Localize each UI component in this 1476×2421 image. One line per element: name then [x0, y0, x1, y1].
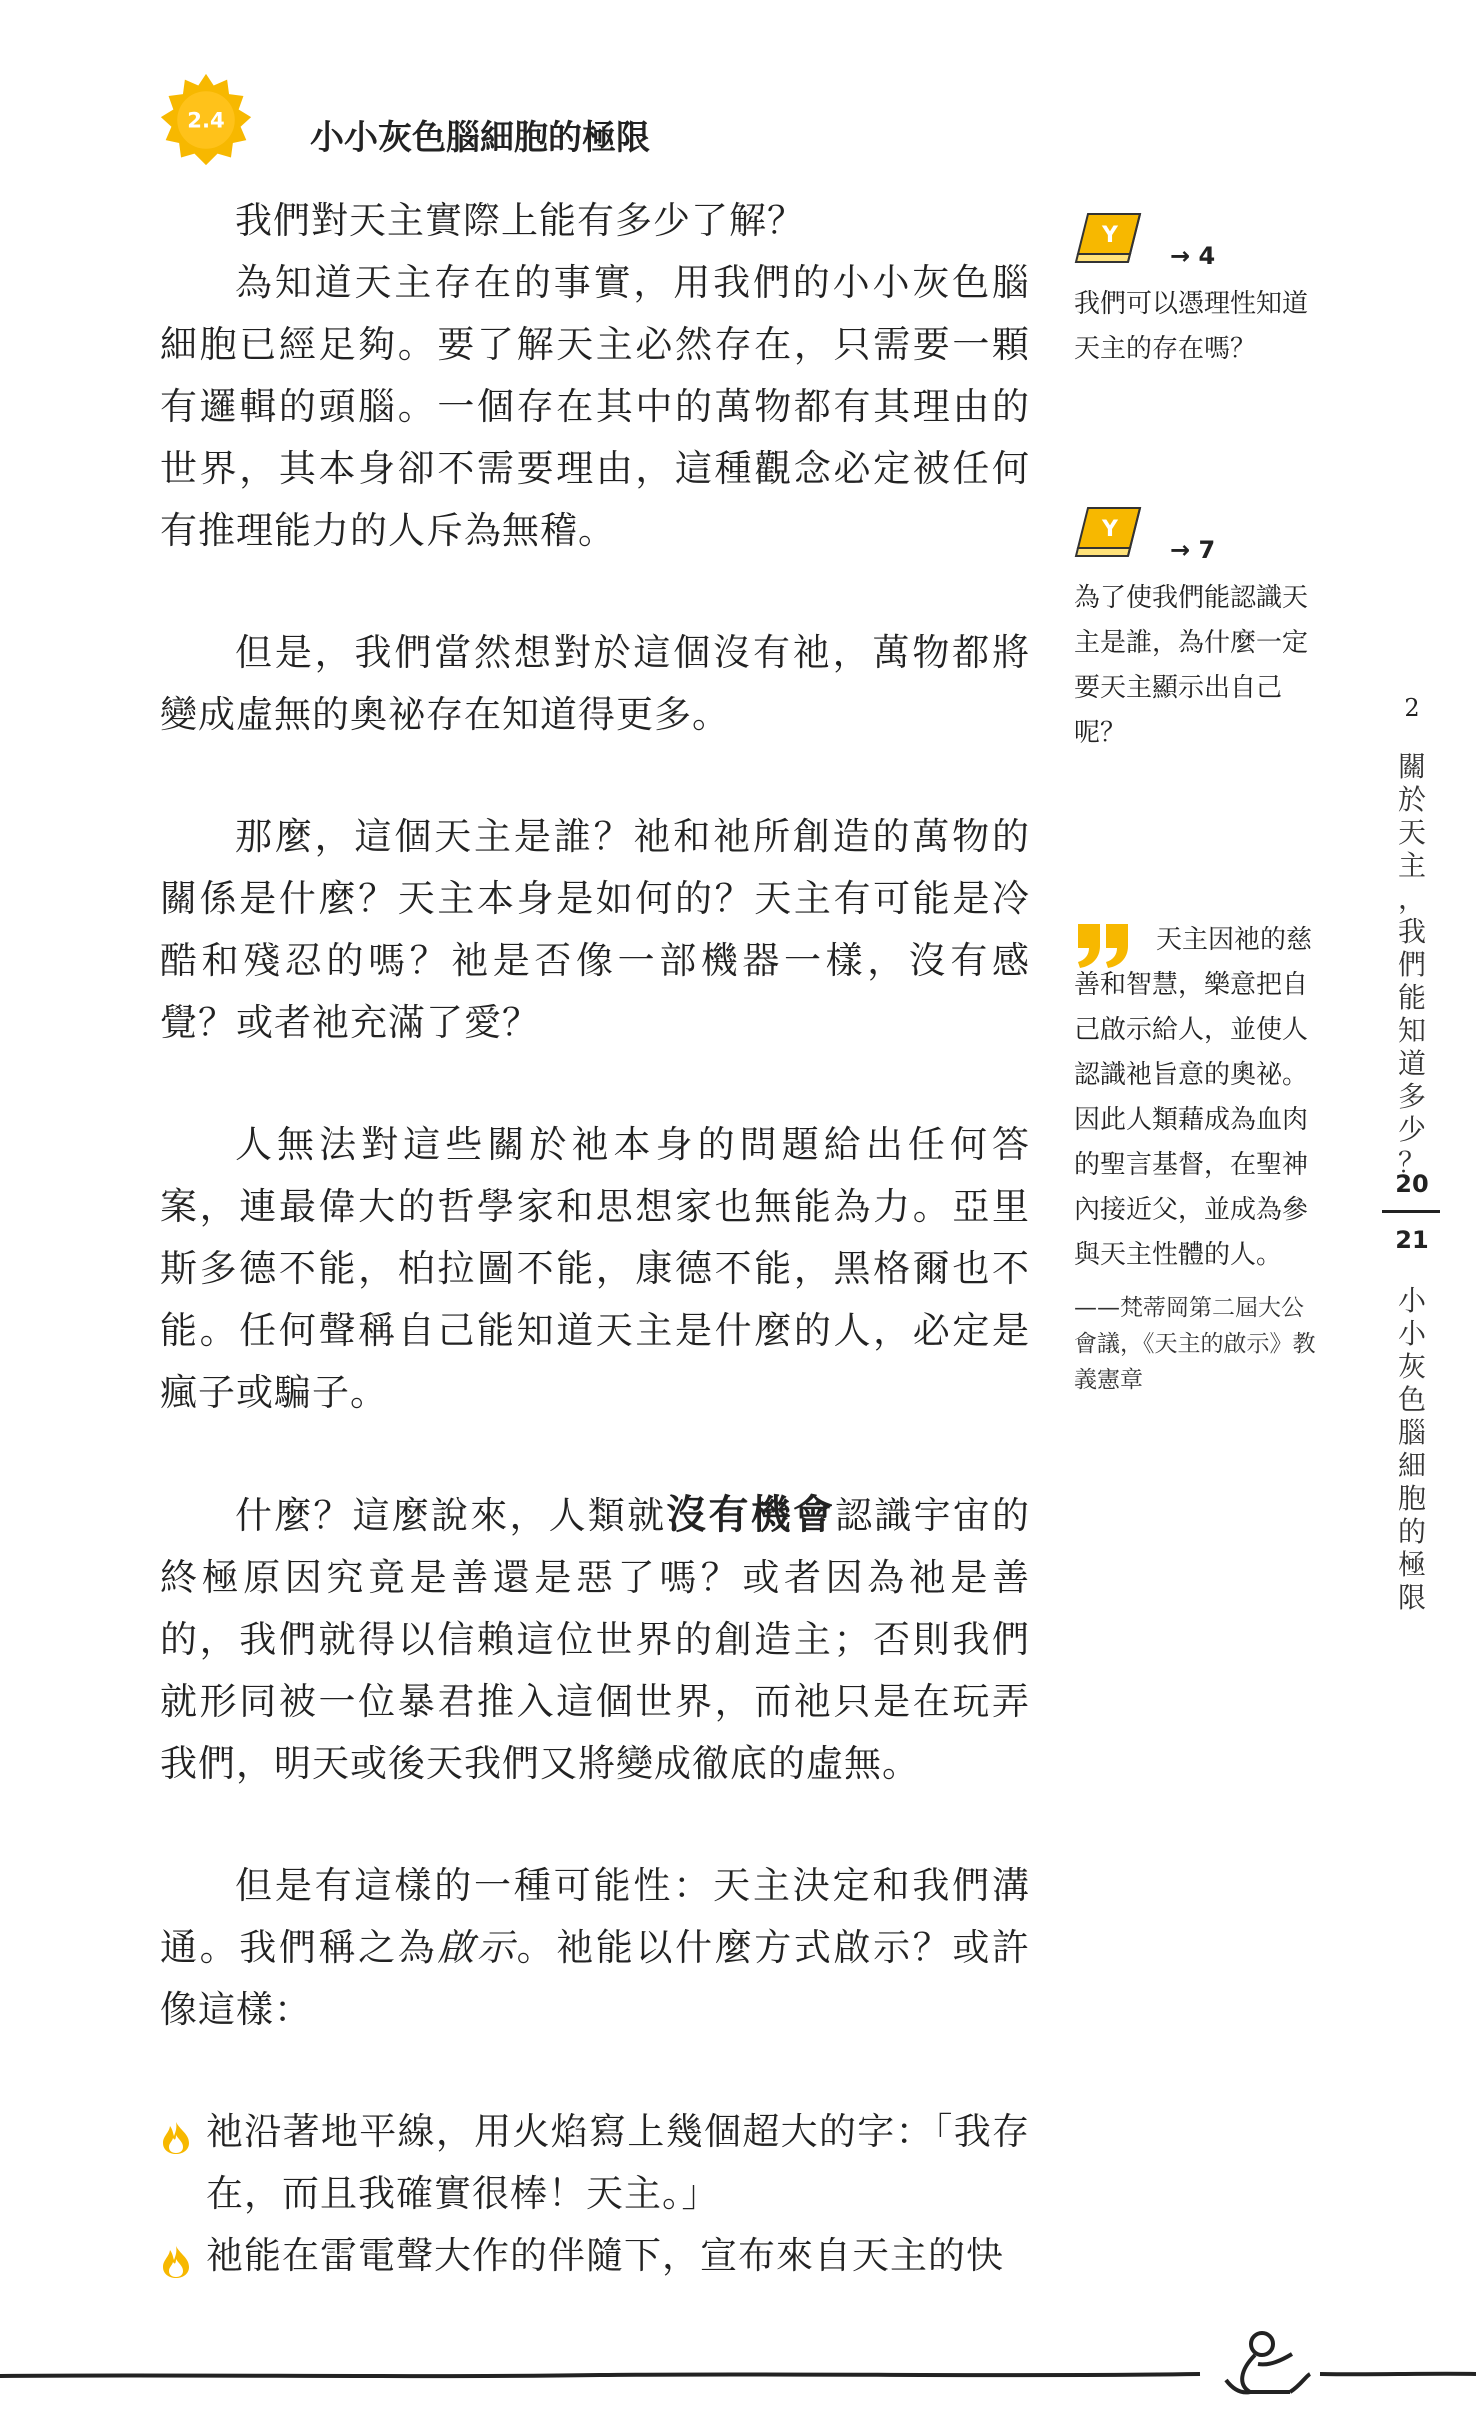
section-badge	[158, 72, 254, 168]
flame-icon	[160, 2245, 192, 2279]
quote-source: ——梵蒂岡第二屆大公會議，《天主的啟示》教義憲章	[1074, 1295, 1316, 1393]
flame-icon	[160, 2121, 192, 2155]
paragraph-text: 。祂能以什麼方式啟示？或許像這樣：	[160, 1926, 1031, 2031]
section_title-char: 的	[1397, 1515, 1426, 1548]
emphasis-bold: 沒有機會	[666, 1492, 836, 1538]
page-number-left: 20	[1395, 1170, 1429, 1198]
chapter_title-char: 知	[1397, 1014, 1426, 1047]
paragraph-text: 什麼？這麼說來，人類就	[235, 1494, 667, 1537]
paragraph: 我們對天主實際上能有多少了解？	[235, 199, 805, 242]
emphasis-term: 啟示	[437, 1926, 517, 1969]
chapter_title-char: ，	[1397, 882, 1426, 915]
main-text	[160, 190, 1030, 2287]
paragraph	[160, 1855, 1030, 2041]
section_title-char: 小	[1397, 1284, 1426, 1317]
section_title-char: 細	[1397, 1449, 1426, 1482]
paragraph-text: 認識宇宙的終極原因究竟是善還是惡了嗎？或者因為祂是善的，我們就得以信賴這位世界的創造主；否則我們就形同被一位暴君推入這個世界，而祂只是在玩弄我們，明天或後天我們又將變成徹底的虛無。	[160, 1494, 1031, 1785]
paragraph-text: 但是有這樣的一種可能性：天主決定和我們溝通。我們稱之為	[160, 1864, 1030, 1969]
reference-text: 我們可以憑理性知道天主的存在嗎？	[1074, 289, 1309, 364]
paragraph: 人無法對這些關於祂本身的問題給出任何答案，連最偉大的哲學家和思想家也無能為力。亞里斯多德不能，柏拉圖不能，康德不能，黑格爾也不能。任何聲稱自己能知道天主是什麼的人，必定是瘋子或騙子。	[160, 1123, 1030, 1414]
paragraph: 那麼，這個天主是誰？祂和祂所創造的萬物的關係是什麼？天主本身是如何的？天主有可能是冷酷和殘忍的嗎？祂是否像一部機器一樣，沒有感覺？或者祂充滿了愛？	[160, 815, 1030, 1044]
badge-label: 2.4	[187, 107, 225, 133]
reference-text: 為了使我們能認識天主是誰，為什麼一定要天主顯示出自己呢？	[1074, 583, 1309, 748]
chapter_title-char: 於	[1397, 783, 1426, 816]
list-item	[160, 2101, 1030, 2225]
section_title-char: 極	[1397, 1548, 1426, 1581]
cross-reference[interactable]	[1074, 208, 1324, 372]
youcat-book-icon	[1074, 208, 1154, 268]
section-title-vertical	[1394, 1284, 1430, 1614]
chapter_title-char: 主	[1397, 849, 1426, 882]
bullet-text: 祂沿著地平線，用火焰寫上幾個超大的字：「我存在，而且我確實很棒！天主。」	[206, 2110, 1030, 2215]
section_title-char: 灰	[1397, 1350, 1426, 1383]
chapter_title-char: 道	[1397, 1047, 1426, 1080]
bullet-list	[160, 2101, 1030, 2287]
chapter_title-char: 多	[1397, 1080, 1426, 1113]
chapter-title-vertical	[1394, 750, 1430, 1179]
section_title-char: 限	[1397, 1581, 1426, 1614]
svg-text:Y: Y	[1102, 517, 1118, 542]
chapter_title-char: 我	[1397, 915, 1426, 948]
list-item	[160, 2225, 1030, 2287]
quote-text: 天主因祂的慈善和智慧，樂意把自己啟示給人，並使人認識祂旨意的奧祕。因此人類藉成為血肉的聖言基督，在聖神內接近父，並成為參與天主性體的人。	[1074, 925, 1313, 1270]
section_title-char: 色	[1397, 1383, 1426, 1416]
chapter_title-char: 能	[1397, 981, 1426, 1014]
section_title-char: 胞	[1397, 1482, 1426, 1515]
paragraph: 為知道天主存在的事實，用我們的小小灰色腦細胞已經足夠。要了解天主必然存在，只需要一顆有邏輯的頭腦。一個存在其中的萬物都有其理由的世界，其本身卻不需要理由，這種觀念必定被任何有推理能力的人斥為無稽。	[160, 261, 1030, 552]
chapter_title-char: 關	[1397, 750, 1426, 783]
section_title-char: 小	[1397, 1317, 1426, 1350]
quote-mark-icon	[1074, 920, 1134, 970]
paragraph	[160, 1484, 1030, 1795]
chapter_title-char: 們	[1397, 948, 1426, 981]
reference-number: → 4	[1170, 242, 1216, 270]
page-number-divider	[1382, 1210, 1440, 1213]
paragraph: 但是，我們當然想對於這個沒有祂，萬物都將變成虛無的奧祕存在知道得更多。	[160, 631, 1030, 736]
chapter_title-char: ？	[1397, 1146, 1426, 1179]
footer-doodle	[0, 2330, 1476, 2400]
page-number-right: 21	[1395, 1226, 1429, 1254]
sitting-figure-icon	[1226, 2333, 1310, 2392]
cross-reference[interactable]	[1074, 502, 1324, 756]
youcat-book-icon	[1074, 502, 1154, 562]
svg-text:Y: Y	[1102, 223, 1118, 248]
chapter_title-char: 少	[1397, 1113, 1426, 1146]
reference-number: → 7	[1170, 536, 1216, 564]
section-title: 小小灰色腦細胞的極限	[310, 118, 650, 158]
chapter_title-char: 天	[1397, 816, 1426, 849]
section_title-char: 腦	[1397, 1416, 1426, 1449]
bullet-text: 祂能在雷電聲大作的伴隨下，宣布來自天主的快	[206, 2234, 1004, 2277]
sidebar-quote	[1074, 918, 1324, 1398]
chapter-number: 2	[1404, 694, 1420, 722]
